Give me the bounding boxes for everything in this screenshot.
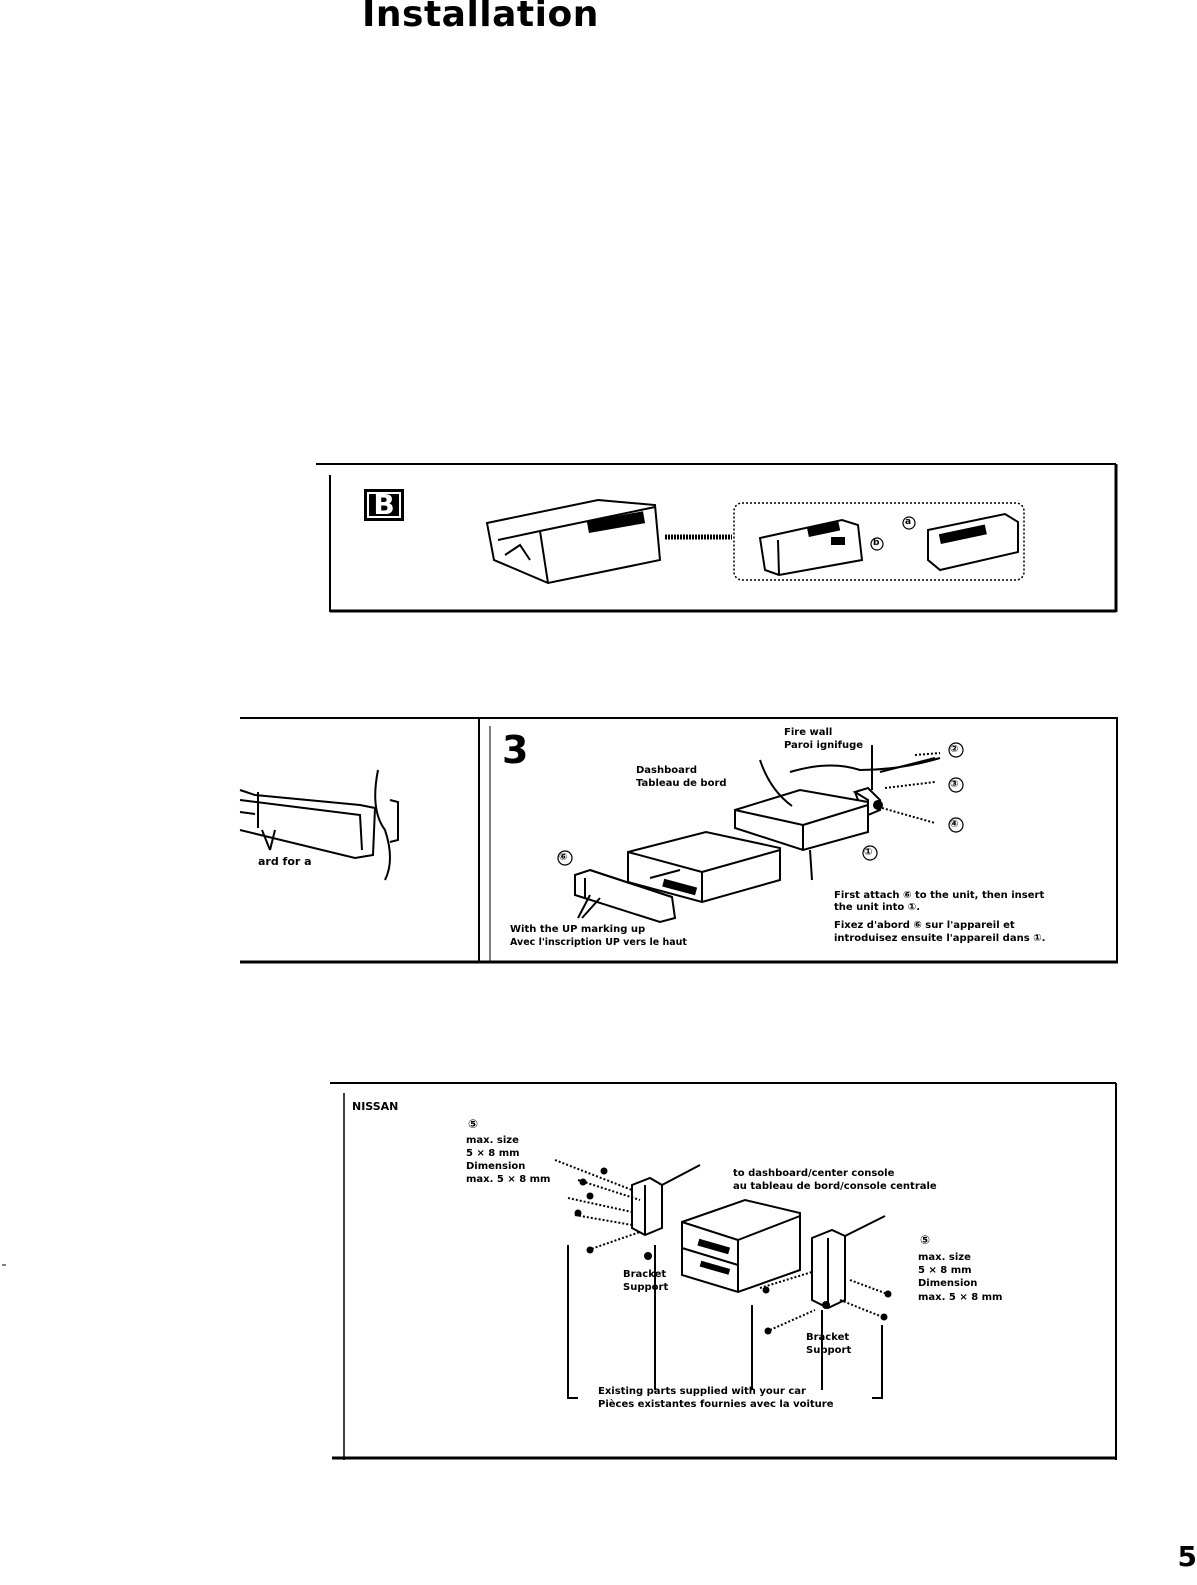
right-size-2: 5 × 8 mm [918, 1265, 972, 1276]
right-screw-callout: ⑤ [920, 1233, 931, 1247]
figure-b-label: B [367, 492, 400, 518]
left-size-3: Dimension [466, 1161, 526, 1172]
left-size-4: max. 5 × 8 mm [466, 1174, 551, 1185]
page-number: 5 [1177, 1540, 1197, 1573]
bracket-right-label-2: Support [806, 1345, 852, 1356]
dashboard-label-fr: Tableau de bord [636, 778, 727, 789]
fire-wall-label-en: Fire wall [784, 727, 833, 738]
callout-2: ② [950, 744, 959, 755]
screw-heads [575, 1168, 895, 1335]
callout-3: ③ [950, 779, 959, 790]
left-screw-callout: ⑤ [468, 1117, 479, 1131]
up-marking-fr: Avec l'inscription UP vers le haut [510, 937, 687, 948]
callout-1: ① [864, 847, 873, 858]
dashboard-label-en: Dashboard [636, 765, 697, 776]
figure-left-text: ard for a [258, 855, 312, 868]
callout-4: ④ [950, 819, 959, 830]
callout-b: b [873, 538, 880, 548]
left-size-2: 5 × 8 mm [466, 1148, 520, 1159]
right-size-3: Dimension [918, 1278, 978, 1289]
attach-instruction-fr-2: introduisez ensuite l'appareil dans ①. [834, 933, 1046, 944]
bracket-left-label-2: Support [623, 1282, 669, 1293]
up-marking-en: With the UP marking up [510, 924, 646, 935]
existing-parts-fr: Pièces existantes fournies avec la voiture [598, 1399, 834, 1410]
right-size-4: max. 5 × 8 mm [918, 1292, 1003, 1303]
callout-a: a [905, 517, 912, 527]
attach-instruction-en-1: First attach ⑥ to the unit, then insert [834, 890, 1045, 901]
callout-6: ⑥ [559, 852, 568, 863]
bracket-right-label-1: Bracket [806, 1332, 850, 1343]
page-title: Installation [362, 0, 599, 35]
existing-parts-en: Existing parts supplied with your car [598, 1386, 806, 1397]
attach-instruction-fr-1: Fixez d'abord ⑥ sur l'appareil et [834, 920, 1015, 931]
figure-3-step-number: 3 [502, 728, 529, 772]
fire-wall-label-fr: Paroi ignifuge [784, 740, 864, 751]
bracket-left-label-1: Bracket [623, 1269, 667, 1280]
to-dashboard-fr: au tableau de bord/console centrale [733, 1181, 937, 1192]
attach-instruction-en-2: the unit into ①. [834, 902, 921, 913]
nissan-label: NISSAN [352, 1100, 399, 1113]
to-dashboard-en: to dashboard/center console [733, 1168, 895, 1179]
right-size-1: max. size [918, 1252, 971, 1263]
left-size-1: max. size [466, 1135, 519, 1146]
